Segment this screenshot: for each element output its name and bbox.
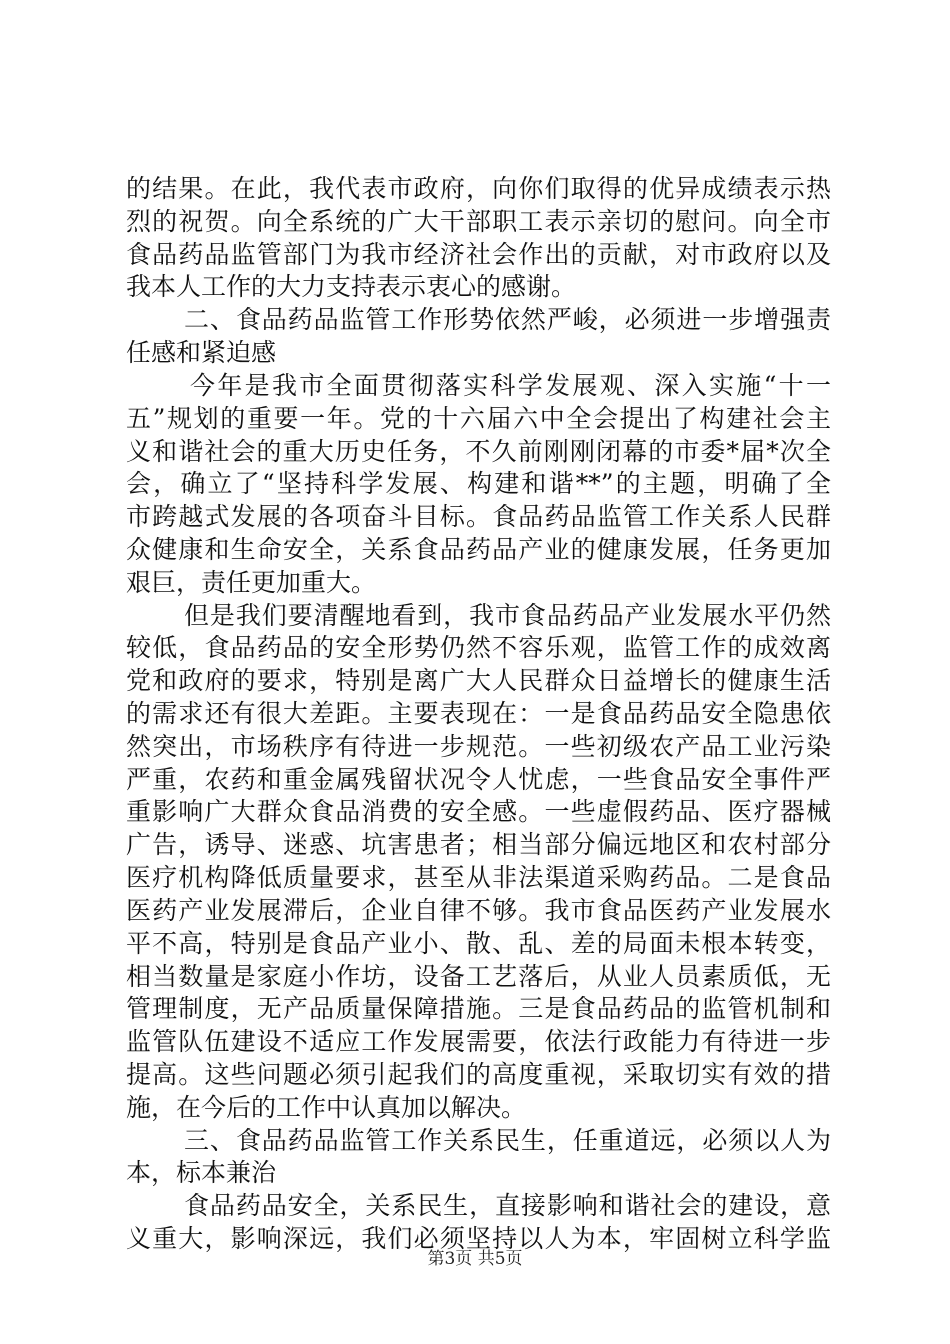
section-heading-line: 三、食品药品监管工作关系民生，任重道远，必须以人为: [184, 1126, 831, 1155]
body-text-line: 平不高，特别是食品产业小、散、乱、差的局面未根本转变，: [126, 929, 831, 958]
body-text-line: 食品药品监管部门为我市经济社会作出的贡献，对市政府以及: [126, 240, 831, 269]
body-text-line: 较低，食品药品的安全形势仍然不容乐观，监管工作的成效离: [126, 633, 831, 662]
body-text-line: 今年是我市全面贯彻落实科学发展观、深入实施“十一: [190, 371, 831, 400]
body-text-line: 重影响广大群众食品消费的安全感。一些虚假药品、医疗器械: [126, 797, 831, 826]
body-text-line: 市跨越式发展的各项奋斗目标。食品药品监管工作关系人民群: [126, 502, 831, 531]
body-text-line: 党和政府的要求，特别是离广大人民群众日益增长的健康生活: [126, 666, 831, 695]
body-text-line: 的需求还有很大差距。主要表现在：一是食品药品安全隐患依: [126, 699, 831, 728]
body-text-line: 食品药品安全，关系民生，直接影响和谐社会的建设，意: [184, 1191, 831, 1220]
page-footer: 第3页 共5页: [427, 1249, 523, 1269]
body-text-line: 严重，农药和重金属残留状况令人忧虑，一些食品安全事件严: [126, 765, 831, 794]
body-text-line: 烈的祝贺。向全系统的广大干部职工表示亲切的慰问。向全市: [126, 207, 831, 236]
body-text-line: 众健康和生命安全，关系食品药品产业的健康发展，任务更加: [126, 535, 831, 564]
body-text-line: 我本人工作的大力支持表示衷心的感谢。: [126, 272, 577, 301]
section-heading-line: 本，标本兼治: [126, 1158, 277, 1187]
body-text-line: 义和谐社会的重大历史任务，不久前刚刚闭幕的市委*届*次全: [126, 437, 831, 466]
body-text-line: 医疗机构降低质量要求，甚至从非法渠道采购药品。二是食品: [126, 863, 831, 892]
body-text-line: 广告，诱导、迷惑、坑害患者；相当部分偏远地区和农村部分: [126, 830, 831, 859]
body-text-line: 的结果。在此，我代表市政府，向你们取得的优异成绩表示热: [126, 174, 831, 203]
body-text-line: 监管队伍建设不适应工作发展需要，依法行政能力有待进一步: [126, 1027, 831, 1056]
body-text-line: 艰巨，责任更加重大。: [126, 568, 377, 597]
body-text-line: 管理制度，无产品质量保障措施。三是食品药品的监管机制和: [126, 994, 831, 1023]
body-text-line: 然突出，市场秩序有待进一步规范。一些初级农产品工业污染: [126, 732, 831, 761]
body-text-line: 义重大，影响深远，我们必须坚持以人为本，牢固树立科学监: [126, 1224, 831, 1253]
body-text-line: 会，确立了“坚持科学发展、构建和谐**”的主题，明确了全: [126, 469, 831, 498]
body-text-line: 医药产业发展滞后，企业自律不够。我市食品医药产业发展水: [126, 896, 831, 925]
body-text-line: 五”规划的重要一年。党的十六届六中全会提出了构建社会主: [126, 404, 831, 433]
body-text-line: 施，在今后的工作中认真加以解决。: [126, 1093, 527, 1122]
body-text-line: 提高。这些问题必须引起我们的高度重视，采取切实有效的措: [126, 1060, 831, 1089]
body-text-line: 但是我们要清醒地看到，我市食品药品产业发展水平仍然: [184, 601, 831, 630]
section-heading-line: 任感和紧迫感: [126, 338, 277, 367]
body-text-line: 相当数量是家庭小作坊，设备工艺落后，从业人员素质低，无: [126, 962, 831, 991]
section-heading-line: 二、食品药品监管工作形势依然严峻，必须进一步增强责: [184, 305, 831, 334]
